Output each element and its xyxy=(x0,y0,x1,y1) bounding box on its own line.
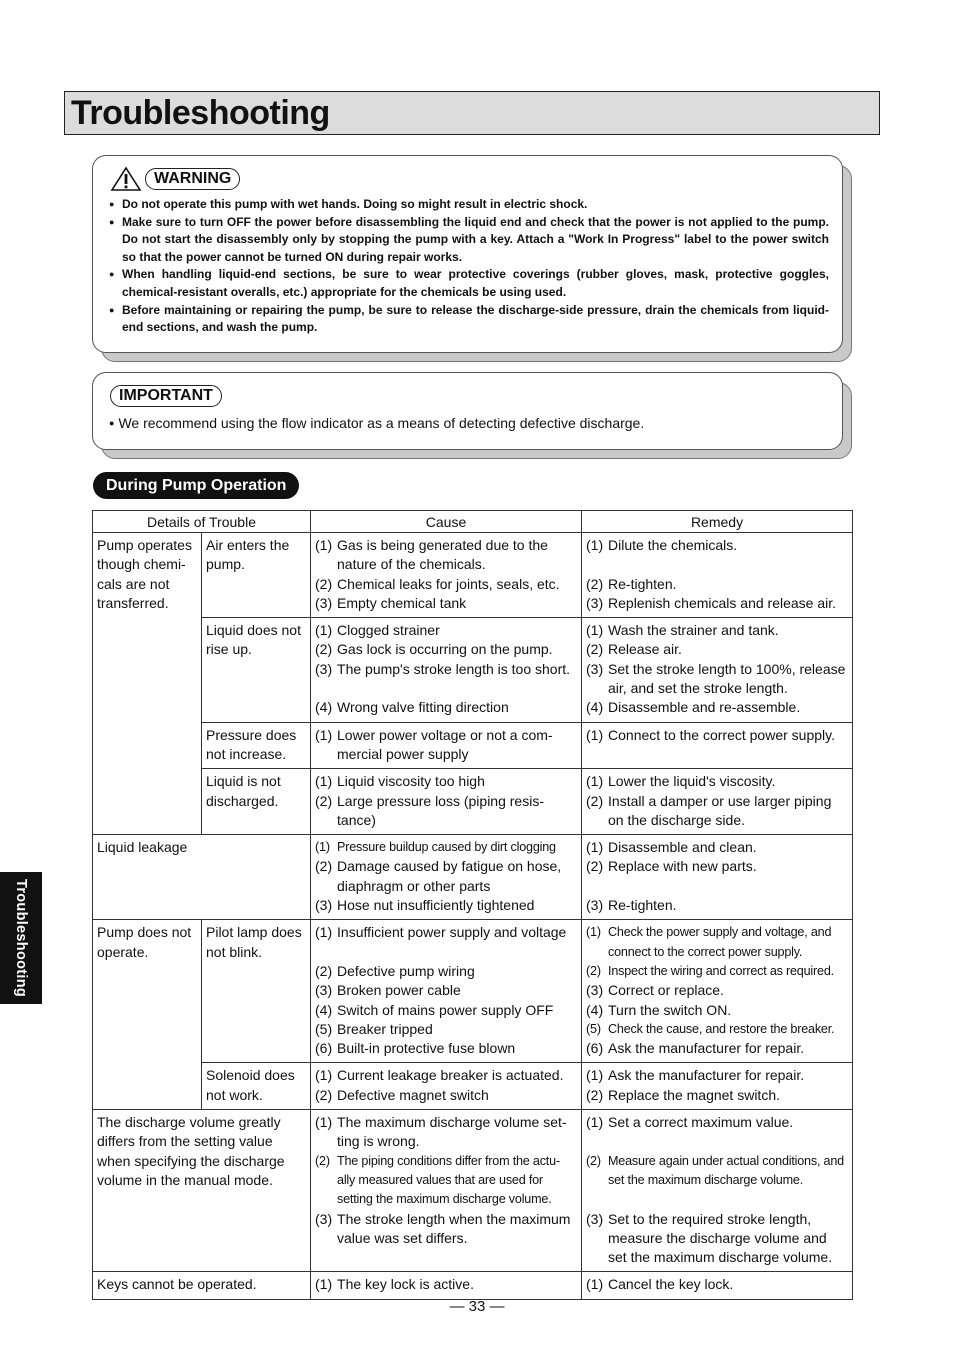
warning-item: ● Before maintaining or repairing the pump, be sure to release the discharge-side pressure, drain the chemicals from liquid-end sections, and wash the pump. xyxy=(107,302,829,337)
remedy-cell: (1) Wash the strainer and tank. (2) Release air. (3) Set the stroke length to 100%, release air, and set the stroke length. (4) Disassemble and re-assemble. xyxy=(582,618,853,722)
cause-cell: (1) Clogged strainer (2) Gas lock is occurring on the pump. (3) The pump's stroke length is too short. (4) Wrong valve fitting direction xyxy=(311,618,582,722)
trouble-group-cell: Pump operates though chemi-cals are not transferred. xyxy=(93,533,202,835)
trouble-sub-cell: Air enters the pump. xyxy=(202,533,311,618)
page-title: Troubleshooting xyxy=(71,94,330,132)
cause-cell: (1) Current leakage breaker is actuated. (2) Defective magnet switch xyxy=(311,1063,582,1110)
remedy-cell: (1) Disassemble and clean. (2) Replace with new parts. (3) Re-tighten. xyxy=(582,835,853,920)
table-row xyxy=(93,835,853,920)
important-label: IMPORTANT xyxy=(110,385,222,407)
important-text xyxy=(109,414,644,432)
remedy-cell: (1) Ask the manufacturer for repair. (2) Replace the magnet switch. xyxy=(582,1063,853,1110)
important-message: We recommend using the flow indicator as a means of detecting defective discharge. xyxy=(118,415,645,431)
remedy-cell: (1) Dilute the chemicals. (2) Re-tighten. (3) Replenish chemicals and release air. xyxy=(582,533,853,618)
trouble-sub-cell: Pilot lamp does not blink. xyxy=(202,920,311,1063)
side-tab xyxy=(0,872,42,1004)
table-row xyxy=(93,533,853,618)
cause-cell: (1) Lower power voltage or not a com-mercial power supply xyxy=(311,722,582,769)
table-row xyxy=(93,1272,853,1299)
table-row xyxy=(93,769,853,835)
bullet-icon: ● xyxy=(109,418,115,428)
warning-triangle-icon xyxy=(110,166,142,192)
table-row xyxy=(93,618,853,722)
warning-item: ● Make sure to turn OFF the power before disassembling the liquid end and check that the power is not applied to the pump. Do not start the disassembly only by stopping the pump with a key. Attach a "Work In Progress" label to the power switch so that the power cannot be turned ON during repair works. xyxy=(107,214,829,267)
table-row xyxy=(93,722,853,769)
warning-item: ● When handling liquid-end sections, be sure to wear protective coverings (rubber gloves, mask, protective goggles, chemical-resistant overalls, etc.) appropriate for the chemicals be using used. xyxy=(107,266,829,301)
header-remedy: Remedy xyxy=(582,511,853,533)
trouble-group-cell: The discharge volume greatly differs from the setting value when specifying the discharge volume in the manual mode. xyxy=(93,1110,311,1272)
warning-item: ● Do not operate this pump with wet hands. Doing so might result in electric shock. xyxy=(107,196,829,214)
cause-cell: (1) The maximum discharge volume set-ting is wrong. (2) The piping conditions differ from the actu-ally measured values that are used for setting the maximum discharge volume. (3) The stroke length when the maximum value was set differs. xyxy=(311,1110,582,1272)
trouble-sub-cell: Liquid does not rise up. xyxy=(202,618,311,722)
table-header-row xyxy=(93,511,853,533)
warning-label: WARNING xyxy=(145,168,240,190)
header-cause: Cause xyxy=(311,511,582,533)
cause-cell: (1) Pressure buildup caused by dirt clogging (2) Damage caused by fatigue on hose, diaphragm or other parts (3) Hose nut insufficiently tightened xyxy=(311,835,582,920)
remedy-cell: (1) Check the power supply and voltage, and connect to the correct power supply. (2) Inspect the wiring and correct as required. (3) Correct or replace. (4) Turn the switch ON. (5) Check the cause, and restore the breaker. (6) Ask the manufacturer for repair. xyxy=(582,920,853,1063)
remedy-cell: (1) Cancel the key lock. xyxy=(582,1272,853,1299)
table-row xyxy=(93,1110,853,1272)
warning-list xyxy=(107,196,829,337)
cause-cell: (1) Gas is being generated due to the nature of the chemicals. (2) Chemical leaks for joints, seals, etc. (3) Empty chemical tank xyxy=(311,533,582,618)
trouble-sub-cell: Solenoid does not work. xyxy=(202,1063,311,1110)
remedy-cell: (1) Set a correct maximum value. (2) Measure again under actual conditions, and set the maximum discharge volume. (3) Set to the required stroke length, measure the discharge volume and set the maximum discharge volume. xyxy=(582,1110,853,1272)
remedy-cell: (1) Lower the liquid's viscosity. (2) Install a damper or use larger piping on the discharge side. xyxy=(582,769,853,835)
important-box xyxy=(92,372,843,450)
trouble-group-cell: Pump does not operate. xyxy=(93,920,202,1110)
page-title-bar xyxy=(64,91,880,135)
side-tab-label: Troubleshooting xyxy=(13,878,29,998)
table-row xyxy=(93,920,853,1063)
remedy-cell: (1) Connect to the correct power supply. xyxy=(582,722,853,769)
trouble-sub-cell: Liquid is not discharged. xyxy=(202,769,311,835)
troubleshooting-table xyxy=(92,510,853,1300)
page-number: — 33 — xyxy=(449,1298,505,1315)
header-details: Details of Trouble xyxy=(93,511,311,533)
section-heading: During Pump Operation xyxy=(93,472,299,499)
table-row xyxy=(93,1063,853,1110)
cause-cell: (1) Liquid viscosity too high (2) Large pressure loss (piping resis-tance) xyxy=(311,769,582,835)
trouble-group-cell: Liquid leakage xyxy=(93,835,311,920)
cause-cell: (1) Insufficient power supply and voltage (2) Defective pump wiring (3) Broken power cable (4) Switch of mains power supply OFF (5) Breaker tripped (6) Built-in protective fuse blown xyxy=(311,920,582,1063)
trouble-sub-cell: Pressure does not increase. xyxy=(202,722,311,769)
trouble-group-cell: Keys cannot be operated. xyxy=(93,1272,311,1299)
cause-cell: (1) The key lock is active. xyxy=(311,1272,582,1299)
